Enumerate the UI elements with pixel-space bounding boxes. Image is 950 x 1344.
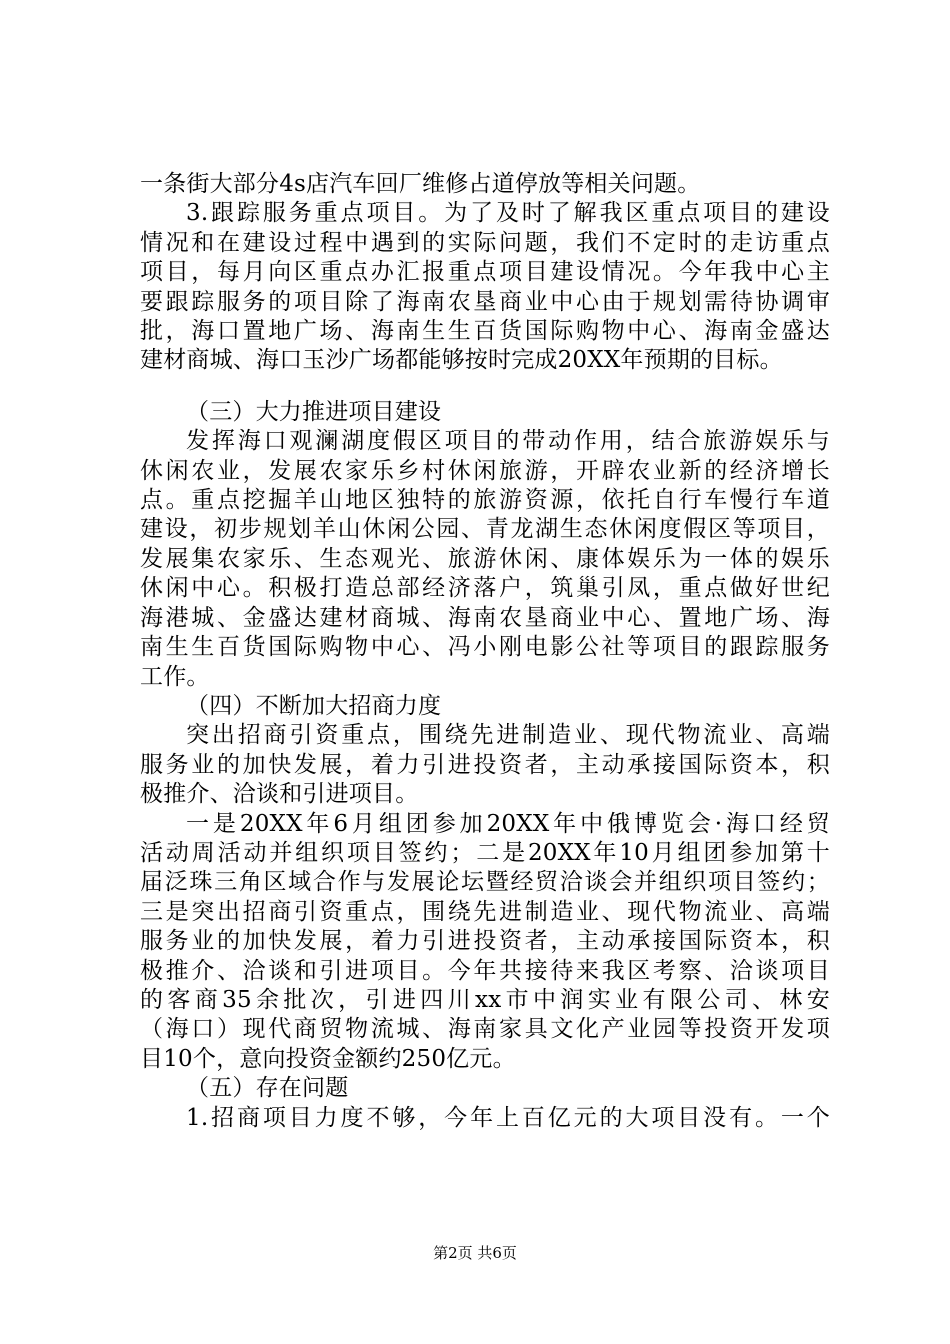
document-body xyxy=(140,170,830,1133)
text-line: 休闲农业，发展农家乐乡村休闲旅游，开辟农业新的经济增长 xyxy=(140,457,830,484)
text-line: 极推介、洽谈和引进项目。 xyxy=(140,781,419,808)
text-line: 3.跟踪服务重点项目。为了及时了解我区重点项目的建设 xyxy=(186,200,830,227)
text-line: 极推介、洽谈和引进项目。今年共接待来我区考察、洽谈项目 xyxy=(140,957,830,984)
text-line: 批，海口置地广场、海南生生百货国际购物中心、海南金盛达 xyxy=(140,318,830,345)
text-line: 发挥海口观澜湖度假区项目的带动作用，结合旅游娱乐与 xyxy=(186,428,830,455)
text-line: 服务业的加快发展，着力引进投资者，主动承接国际资本，积 xyxy=(140,928,830,955)
text-line: 南生生百货国际购物中心、冯小刚电影公社等项目的跟踪服务 xyxy=(140,634,830,661)
paragraph-gap xyxy=(140,376,830,398)
text-line: 点。重点挖掘羊山地区独特的旅游资源，依托自行车慢行车道 xyxy=(140,487,830,514)
text-line: 的客商35余批次，引进四川xx市中润实业有限公司、林安 xyxy=(140,986,830,1013)
text-line: 休闲中心。积极打造总部经济落户，筑巢引凤，重点做好世纪 xyxy=(140,575,830,602)
text-line: 活动周活动并组织项目签约；二是20XX年10月组团参加第十 xyxy=(140,839,830,866)
text-line: 海港城、金盛达建材商城、海南农垦商业中心、置地广场、海 xyxy=(140,604,830,631)
text-line: （五）存在问题 xyxy=(186,1075,349,1102)
text-line: 建设，初步规划羊山休闲公园、青龙湖生态休闲度假区等项目， xyxy=(140,516,830,543)
text-line: 建材商城、海口玉沙广场都能够按时完成20XX年预期的目标。 xyxy=(140,347,783,374)
text-line: 三是突出招商引资重点，围绕先进制造业、现代物流业、高端 xyxy=(140,898,830,925)
text-line: （四）不断加大招商力度 xyxy=(186,692,442,719)
page-footer: 第2页 共6页 xyxy=(433,1244,517,1262)
text-line: 一条街大部分4s店汽车回厂维修占道停放等相关问题。 xyxy=(140,171,701,197)
text-line: 目10个，意向投资金额约250亿元。 xyxy=(140,1045,516,1072)
text-line: （三）大力推进项目建设 xyxy=(186,398,442,425)
text-line: 要跟踪服务的项目除了海南农垦商业中心由于规划需待协调审 xyxy=(140,288,830,315)
text-line: 突出招商引资重点，围绕先进制造业、现代物流业、高端 xyxy=(186,722,830,749)
text-line: 1.招商项目力度不够，今年上百亿元的大项目没有。一个 xyxy=(186,1104,830,1131)
text-line: 届泛珠三角区域合作与发展论坛暨经贸洽谈会并组织项目签约； xyxy=(140,869,830,896)
text-line: 一是20XX年6月组团参加20XX年中俄博览会·海口经贸 xyxy=(186,810,830,837)
text-line: 项目，每月向区重点办汇报重点项目建设情况。今年我中心主 xyxy=(140,259,830,286)
text-line: 工作。 xyxy=(140,663,210,690)
text-line: 服务业的加快发展，着力引进投资者，主动承接国际资本，积 xyxy=(140,751,830,778)
text-line: 发展集农家乐、生态观光、旅游休闲、康体娱乐为一体的娱乐 xyxy=(140,545,830,572)
text-line: （海口）现代商贸物流城、海南家具文化产业园等投资开发项 xyxy=(140,1016,830,1043)
text-line: 情况和在建设过程中遇到的实际问题，我们不定时的走访重点 xyxy=(140,229,830,256)
